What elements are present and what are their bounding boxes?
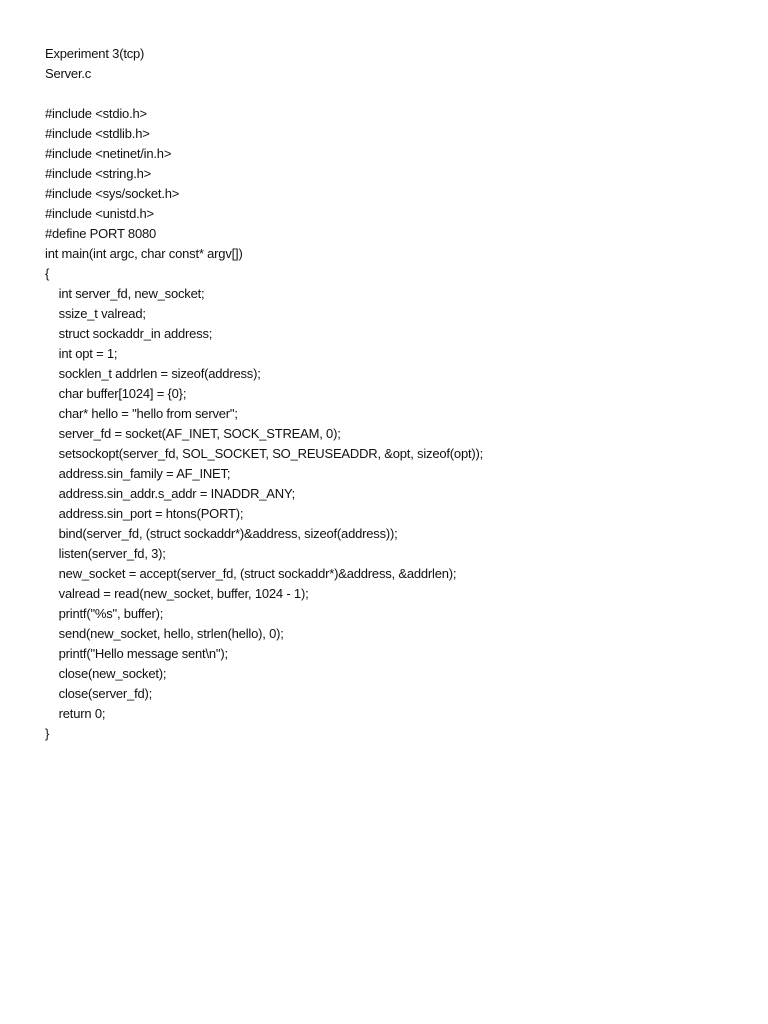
code-line: #include <sys/socket.h>: [45, 186, 180, 201]
code-block: [45, 104, 745, 744]
code-line: close(server_fd);: [45, 686, 153, 701]
code-line: {: [45, 266, 50, 281]
code-line: send(new_socket, hello, strlen(hello), 0);: [45, 626, 284, 641]
code-line: server_fd = socket(AF_INET, SOCK_STREAM, 0);: [45, 426, 341, 441]
document-title: Experiment 3(tcp): [45, 46, 145, 61]
code-line: char* hello = "hello from server";: [45, 406, 238, 421]
code-line: ssize_t valread;: [45, 306, 146, 321]
code-line: struct sockaddr_in address;: [45, 326, 213, 341]
code-line: socklen_t addrlen = sizeof(address);: [45, 366, 261, 381]
code-line: #include <string.h>: [45, 166, 152, 181]
code-line: address.sin_family = AF_INET;: [45, 466, 231, 481]
document-page: [45, 44, 745, 744]
code-line: close(new_socket);: [45, 666, 167, 681]
code-line: return 0;: [45, 706, 106, 721]
code-line: int main(int argc, char const* argv[]): [45, 246, 243, 261]
code-line: }: [45, 726, 50, 741]
code-line: #include <stdio.h>: [45, 106, 147, 121]
code-line: bind(server_fd, (struct sockaddr*)&address, sizeof(address));: [45, 526, 398, 541]
code-line: #include <stdlib.h>: [45, 126, 150, 141]
code-line: int server_fd, new_socket;: [45, 286, 205, 301]
code-line: address.sin_addr.s_addr = INADDR_ANY;: [45, 486, 295, 501]
blank-line: [45, 84, 745, 104]
code-line: printf("Hello message sent\n");: [45, 646, 228, 661]
code-line: printf("%s", buffer);: [45, 606, 164, 621]
code-line: #define PORT 8080: [45, 226, 157, 241]
code-line: address.sin_port = htons(PORT);: [45, 506, 244, 521]
code-line: listen(server_fd, 3);: [45, 546, 166, 561]
code-line: int opt = 1;: [45, 346, 118, 361]
code-line: #include <netinet/in.h>: [45, 146, 172, 161]
code-line: char buffer[1024] = {0};: [45, 386, 187, 401]
code-line: valread = read(new_socket, buffer, 1024 - 1);: [45, 586, 309, 601]
code-line: #include <unistd.h>: [45, 206, 154, 221]
document-filename: Server.c: [45, 66, 92, 81]
code-line: new_socket = accept(server_fd, (struct sockaddr*)&address, &addrlen);: [45, 566, 457, 581]
code-line: setsockopt(server_fd, SOL_SOCKET, SO_REUSEADDR, &opt, sizeof(opt));: [45, 446, 484, 461]
